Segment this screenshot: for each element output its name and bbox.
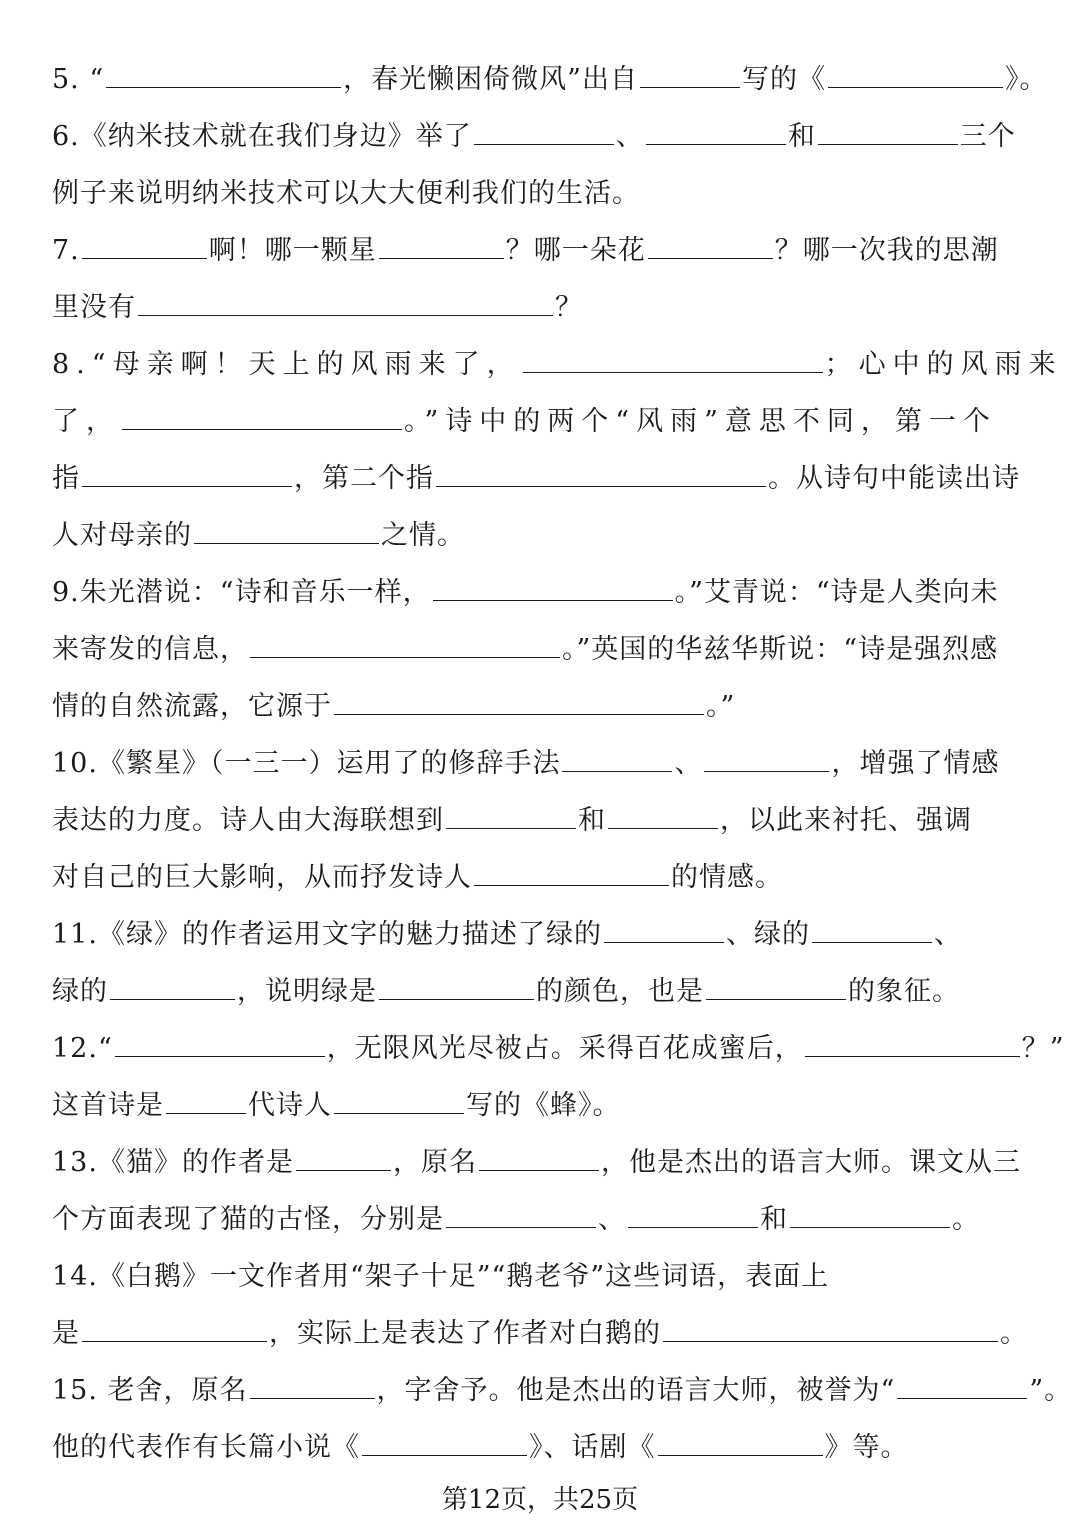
answer-blank[interactable] (446, 802, 576, 829)
text: ，增强了情感 (831, 748, 1000, 779)
text: 7. (52, 235, 80, 266)
text: 。” (706, 691, 736, 722)
question-6-line-1 (52, 117, 1042, 157)
text: 6.《纳米技术就在我们身边》举了 (52, 121, 472, 152)
question-11-line-1 (52, 915, 1042, 955)
answer-blank[interactable] (379, 232, 504, 259)
answer-blank[interactable] (110, 973, 235, 1000)
answer-blank[interactable] (250, 631, 560, 658)
text: ？哪一朵花 (505, 235, 646, 266)
answer-blank[interactable] (166, 1087, 246, 1114)
text: 代诗人 (248, 1090, 332, 1121)
answer-blank[interactable] (433, 574, 673, 601)
question-8-line-1 (52, 345, 1063, 385)
page-number-footer: 第12页，共25页 (441, 1485, 639, 1515)
text: ，字舍予。他是杰出的语言大师，被誉为“ (376, 1375, 896, 1406)
text: 15. 老舍，原名 (52, 1375, 248, 1406)
text: 情的自然流露，它源于 (52, 691, 332, 722)
answer-blank[interactable] (436, 460, 766, 487)
answer-blank[interactable] (706, 973, 846, 1000)
text: 他的代表作有长篇小说《 (52, 1432, 360, 1463)
answer-blank[interactable] (648, 232, 773, 259)
answer-blank[interactable] (446, 1201, 596, 1228)
answer-blank[interactable] (479, 1144, 599, 1171)
answer-blank[interactable] (82, 1315, 267, 1342)
text: 里没有 (52, 292, 136, 323)
answer-blank[interactable] (379, 973, 534, 1000)
question-8-line-4 (52, 516, 1042, 556)
answer-blank[interactable] (805, 1030, 1020, 1057)
answer-blank[interactable] (82, 460, 292, 487)
question-12-line-2 (52, 1086, 1042, 1126)
answer-blank[interactable] (897, 1372, 1027, 1399)
text: 和 (578, 805, 606, 836)
question-9-line-2 (52, 630, 1042, 670)
text: 啊！哪一颗星 (208, 235, 377, 266)
text: 14.《白鹅》一文作者用“架子十足”“鹅老爷”这些词语，表面上 (52, 1261, 830, 1292)
text: 之情。 (381, 520, 465, 551)
text: ，他是杰出的语言大师。课文从三 (600, 1147, 1021, 1178)
answer-blank[interactable] (604, 916, 724, 943)
text: 个方面表现了猫的古怪，分别是 (52, 1204, 444, 1235)
question-6-line-2 (52, 174, 1042, 214)
answer-blank[interactable] (704, 745, 829, 772)
answer-blank[interactable] (106, 61, 341, 88)
answer-blank[interactable] (628, 1201, 758, 1228)
text: ，说明绿是 (237, 976, 377, 1007)
answer-blank[interactable] (828, 61, 1003, 88)
text: 。”英国的华兹华斯说：“诗是强烈感 (562, 634, 999, 665)
answer-blank[interactable] (812, 916, 932, 943)
text: ，第二个指 (294, 463, 434, 494)
question-14-line-1 (52, 1257, 1042, 1297)
text: 来寄发的信息， (52, 634, 248, 665)
text: ，无限风光尽被占。采得百花成蜜后， (326, 1033, 803, 1064)
text: 和 (760, 1204, 788, 1235)
question-15-line-1 (52, 1371, 1073, 1411)
text: 13.《猫》的作者是 (52, 1147, 294, 1178)
question-9-line-1 (52, 573, 1042, 613)
answer-blank[interactable] (250, 1372, 375, 1399)
text: 11.《绿》的作者运用文字的魅力描述了绿的 (52, 919, 602, 950)
text: 指 (52, 463, 80, 494)
answer-blank[interactable] (646, 118, 786, 145)
text: 的颜色，也是 (536, 976, 704, 1007)
answer-blank[interactable] (562, 745, 672, 772)
question-8-line-3 (52, 459, 1042, 499)
question-13-line-2 (52, 1200, 1042, 1240)
text: 和 (787, 121, 816, 152)
question-9-line-3 (52, 687, 1042, 727)
text: ”。 (1029, 1375, 1073, 1406)
answer-blank[interactable] (362, 1429, 527, 1456)
answer-blank[interactable] (296, 1144, 391, 1171)
text: 。 (952, 1204, 980, 1235)
answer-blank[interactable] (640, 61, 740, 88)
answer-blank[interactable] (115, 1030, 325, 1057)
text: ，以此来衬托、强调 (720, 805, 972, 836)
answer-blank[interactable] (474, 859, 669, 886)
answer-blank[interactable] (818, 118, 958, 145)
text: 表达的力度。诗人由大海联想到 (52, 805, 444, 836)
text: 。从诗句中能读出诗 (768, 463, 1020, 494)
text: 10.《繁星》（一三一）运用了的修辞手法 (52, 748, 561, 779)
question-12-line-1 (52, 1029, 1065, 1069)
text: 。”艾青说：“诗是人类向未 (674, 577, 999, 608)
text: 、 (598, 1204, 626, 1235)
text: ？ (555, 292, 583, 323)
answer-blank[interactable] (474, 118, 614, 145)
answer-blank[interactable] (658, 1429, 823, 1456)
text: 、 (615, 121, 644, 152)
text: 、绿的 (725, 919, 810, 950)
text: 》。 (1004, 64, 1048, 95)
text: 写的《 (741, 64, 826, 95)
text: 。”诗中的两个“风雨”意思不同，第一个 (404, 406, 997, 437)
text: 》等。 (824, 1432, 909, 1463)
question-15-line-2 (52, 1428, 1042, 1468)
text: 、 (674, 748, 703, 779)
question-7-line-1 (52, 231, 1042, 271)
answer-blank[interactable] (523, 346, 823, 373)
text: 例子来说明纳米技术可以大大便利我们的生活。 (52, 178, 640, 209)
answer-blank[interactable] (138, 289, 553, 316)
text: ，原名 (392, 1147, 477, 1178)
text: 8.“母亲啊！天上的风雨来了， (52, 349, 521, 380)
answer-blank[interactable] (82, 232, 207, 259)
question-14-line-2 (52, 1314, 1042, 1354)
text: 人对母亲的 (52, 520, 192, 551)
text: 》、话剧《 (529, 1432, 656, 1463)
question-7-line-2 (52, 288, 1042, 328)
question-11-line-2 (52, 972, 1042, 1012)
text: 5. “ (52, 64, 105, 95)
answer-blank[interactable] (790, 1201, 950, 1228)
answer-blank[interactable] (608, 802, 718, 829)
text: 写的《蜂》。 (466, 1090, 621, 1121)
text: 的象征。 (848, 976, 960, 1007)
text: 。 (1000, 1318, 1028, 1349)
text: ？” (1021, 1033, 1065, 1064)
answer-blank[interactable] (334, 1087, 464, 1114)
question-10-line-1 (52, 744, 1042, 784)
answer-blank[interactable] (663, 1315, 998, 1342)
question-13-line-1 (52, 1143, 1042, 1183)
text: 对自己的巨大影响，从而抒发诗人 (52, 862, 472, 893)
text: ，实际上是表达了作者对白鹅的 (269, 1318, 661, 1349)
question-8-line-2 (52, 402, 1042, 442)
text: 这首诗是 (52, 1090, 164, 1121)
question-10-line-2 (52, 801, 1042, 841)
text: ？哪一次我的思潮 (774, 235, 999, 266)
text: 的情感。 (671, 862, 783, 893)
text: 三个 (959, 121, 1016, 152)
answer-blank[interactable] (334, 688, 704, 715)
text: 是 (52, 1318, 80, 1349)
answer-blank[interactable] (194, 517, 379, 544)
answer-blank[interactable] (122, 403, 402, 430)
text: ；心中的风雨来 (824, 349, 1063, 380)
text: 绿的 (52, 976, 108, 1007)
question-5-line-1 (52, 60, 1048, 100)
text: 了， (52, 406, 120, 437)
question-10-line-3 (52, 858, 1042, 898)
text: 9.朱光潜说：“诗和音乐一样， (52, 577, 431, 608)
text: 、 (933, 919, 962, 950)
text: ，春光懒困倚微风”出自 (343, 64, 638, 95)
text: 12.“ (52, 1033, 113, 1064)
